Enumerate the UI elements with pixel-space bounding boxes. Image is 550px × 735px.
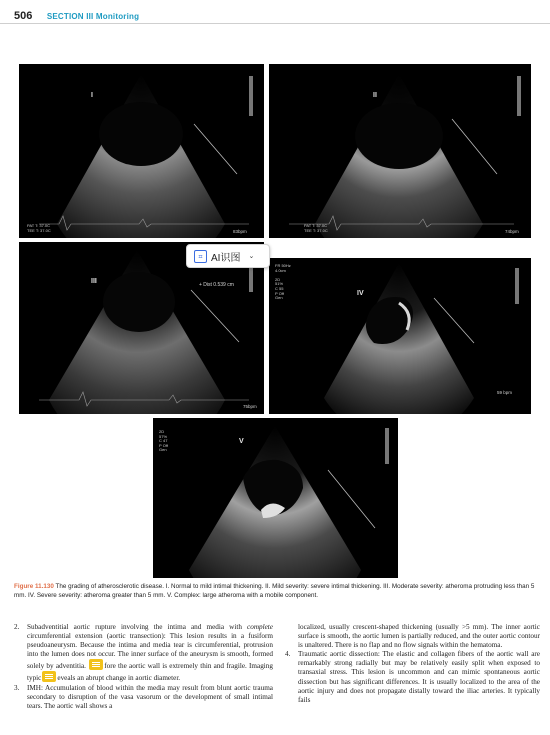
right-column (285, 623, 540, 705)
list-item-3-continued (285, 623, 540, 650)
caption-text: The grading of atherosclerotic disease. I. Normal to mild intimal thickening. II. Mild severity: severe intimal thickening. III. Moderate severity: atheroma protruding less than 5 mm. IV. Severe severity: atheroma greater than 5 mm. V. Complex: large atheroma with a mobile component. (14, 583, 535, 599)
panel-info-2: PAT T: 37.0C TEE T: 37.0C (304, 223, 328, 233)
distance-measurement: + Dist 0.539 cm (199, 282, 234, 288)
echo-image-2 (269, 64, 531, 238)
section-title: SECTION III Monitoring (46, 12, 140, 21)
page-number: 506 (14, 10, 33, 22)
panel-info-1: PAT T: 37.0C TEE T: 37.0C (27, 223, 51, 233)
panel-label-2: II (373, 92, 377, 99)
panel-bpm-1: 83bpm (233, 229, 247, 234)
item-number: 4. (285, 650, 291, 659)
item-text: eveals an abrupt change in aortic diameter. (57, 674, 181, 683)
ai-tool-label: AI识图 (211, 252, 241, 264)
figure-label: Figure 11.130 (14, 583, 54, 590)
running-header (14, 6, 139, 24)
note-annotation-icon[interactable] (42, 671, 56, 682)
item-text: fore the aortic wall is extremely thin and fragile. Imaging typic (27, 662, 273, 683)
note-annotation-icon[interactable] (89, 659, 103, 670)
left-column (14, 623, 273, 711)
panel-bpm-4: 59 bpm (497, 390, 513, 395)
header-divider (0, 23, 550, 24)
panel-label-4: IV (357, 290, 364, 297)
item-text: localized, usually crescent-shaped thickening (usually >5 mm). The inner aortic surface is smooth, the aortic lumen is partially reduced, and the outer aortic contour is unaltered. There is no flap and no flow signals within the hematoma. (298, 623, 540, 650)
item-text: Traumatic aortic dissection: The elastic and collagen fibers of the aortic wall are remarkably strong radially but may be relatively easily split when exposed to transaxial stress. This lesion is uncommon and can mimic spontaneous aortic dissection but has significant differences. It is usually localized to the area of the aortic injury and does not propagate distally toward the iliac arteries. It typically fails (298, 650, 540, 704)
echo-image-4 (269, 258, 531, 414)
panel-info-5: 2D 57% C 47 P Off Gen (159, 429, 168, 453)
item-text: Subadventitial aortic rupture involving the intima and media with (27, 623, 248, 631)
item-text: IMH: Accumulation of blood within the media may result from blunt aortic trauma secondary to disruption of the vasa vasorum or the development of small intimal tears. The aortic wall shows a (27, 683, 273, 710)
panel-label-3: III (91, 278, 97, 285)
chevron-down-icon[interactable]: ⌄ (248, 253, 255, 260)
echo-panel-1 (19, 64, 264, 238)
figure-caption (14, 583, 538, 600)
panel-bpm-2: 74bpm (505, 229, 519, 234)
panel-bpm-3: 75bpm (243, 404, 257, 409)
panel-label-1: I (91, 92, 93, 99)
echo-image-1 (19, 64, 264, 238)
list-item-2 (14, 623, 273, 684)
echo-panel-2 (269, 64, 531, 238)
ai-scan-icon: ⌗ (194, 250, 207, 263)
list-item-3 (14, 684, 273, 711)
item-number: 3. (14, 683, 20, 692)
item-number: 2. (14, 623, 20, 631)
panel-info-4: FR 50Hz 4.0cm 2D 51% C 55 P Off Gen (275, 263, 291, 301)
panel-label-5: V (239, 438, 244, 445)
echo-image-5 (153, 418, 398, 578)
item-text: circumferential extension (aortic transection): This lesion results in a fusiform pseudoaneurysm. Because the intima and media tear is circumferential, protrusion into the lumen does not occur. The inner surface of the aneurysm is smooth, formed solely by adventitia. (27, 632, 273, 671)
list-item-4 (285, 650, 540, 705)
item-emphasis: complete (247, 623, 273, 631)
echo-panel-5 (153, 418, 398, 578)
ai-image-recognition-button[interactable] (186, 244, 270, 268)
echo-panel-4 (269, 258, 531, 414)
